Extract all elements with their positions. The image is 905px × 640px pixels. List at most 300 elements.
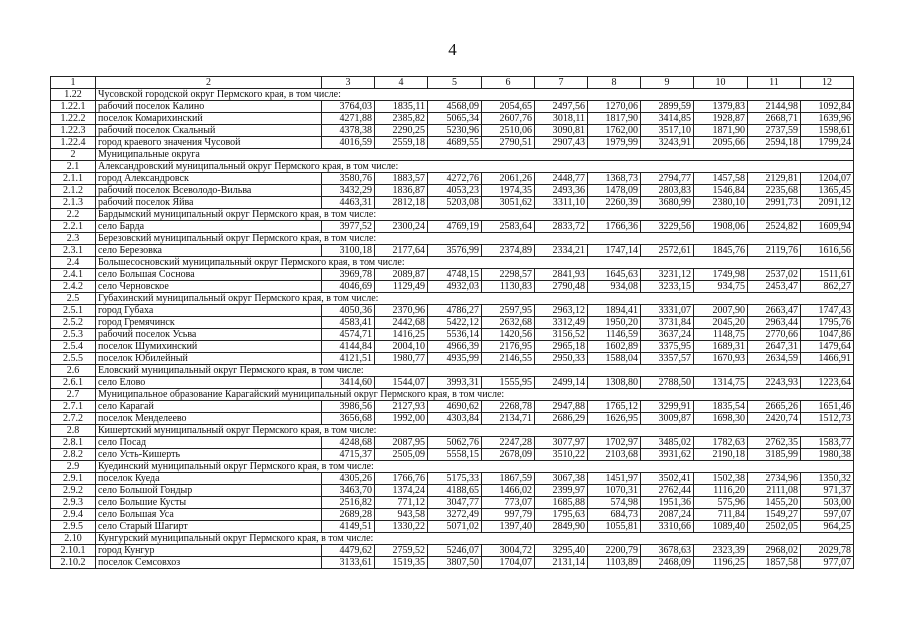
row-code: 2.9 — [51, 461, 96, 473]
section-row — [51, 149, 854, 161]
column-number: 3 — [322, 77, 375, 89]
value-cell: 3986,56 — [322, 401, 375, 413]
value-cell: 2502,05 — [748, 521, 801, 533]
table-row — [51, 545, 854, 557]
settlement-name: село Березовка — [96, 245, 322, 257]
table-row — [51, 137, 854, 149]
value-cell: 2950,33 — [535, 353, 588, 365]
value-cell: 2678,09 — [482, 449, 535, 461]
section-title: Губахинский муниципальный округ Пермского края, в том числе: — [96, 293, 854, 305]
value-cell: 3310,66 — [641, 521, 694, 533]
section-title: Кунгурский муниципальный округ Пермского края, в том числе: — [96, 533, 854, 545]
value-cell: 1146,59 — [588, 329, 641, 341]
value-cell: 1502,38 — [694, 473, 748, 485]
row-code: 1.22.2 — [51, 113, 96, 125]
value-cell: 5203,08 — [428, 197, 482, 209]
value-cell: 1511,61 — [801, 269, 854, 281]
value-cell: 1330,22 — [375, 521, 428, 533]
settlement-name: город Александровск — [96, 173, 322, 185]
value-cell: 3051,62 — [482, 197, 535, 209]
row-code: 2.10.1 — [51, 545, 96, 557]
value-cell: 1894,41 — [588, 305, 641, 317]
value-cell: 1451,97 — [588, 473, 641, 485]
value-cell: 2247,28 — [482, 437, 535, 449]
value-cell: 2054,65 — [482, 101, 535, 113]
table-row — [51, 485, 854, 497]
value-cell: 5558,15 — [428, 449, 482, 461]
settlement-name: поселок Менделеево — [96, 413, 322, 425]
value-cell: 2991,73 — [748, 197, 801, 209]
value-cell: 2594,18 — [748, 137, 801, 149]
value-cell: 1055,81 — [588, 521, 641, 533]
value-cell: 3233,15 — [641, 281, 694, 293]
value-cell: 2759,52 — [375, 545, 428, 557]
value-cell: 1270,06 — [588, 101, 641, 113]
section-row — [51, 161, 854, 173]
value-cell: 1765,12 — [588, 401, 641, 413]
row-code: 2 — [51, 149, 96, 161]
value-cell: 2849,90 — [535, 521, 588, 533]
value-cell: 4303,84 — [428, 413, 482, 425]
value-cell: 684,73 — [588, 509, 641, 521]
value-cell: 2334,21 — [535, 245, 588, 257]
row-code: 2.5.5 — [51, 353, 96, 365]
value-cell: 2468,09 — [641, 557, 694, 569]
value-cell: 2559,18 — [375, 137, 428, 149]
value-cell: 1546,84 — [694, 185, 748, 197]
value-cell: 4271,88 — [322, 113, 375, 125]
value-cell: 5536,14 — [428, 329, 482, 341]
value-cell: 3580,76 — [322, 173, 375, 185]
value-cell: 711,84 — [694, 509, 748, 521]
column-number: 5 — [428, 77, 482, 89]
value-cell: 1685,88 — [535, 497, 588, 509]
value-cell: 575,96 — [694, 497, 748, 509]
section-row — [51, 461, 854, 473]
value-cell: 3432,29 — [322, 185, 375, 197]
table-row — [51, 101, 854, 113]
value-cell: 977,07 — [801, 557, 854, 569]
value-cell: 2493,36 — [535, 185, 588, 197]
value-cell: 2668,71 — [748, 113, 801, 125]
value-cell: 4378,38 — [322, 125, 375, 137]
value-cell: 4769,19 — [428, 221, 482, 233]
row-code: 2.2.1 — [51, 221, 96, 233]
value-cell: 2572,61 — [641, 245, 694, 257]
value-cell: 3229,56 — [641, 221, 694, 233]
value-cell: 503,00 — [801, 497, 854, 509]
value-cell: 2399,97 — [535, 485, 588, 497]
value-cell: 2420,74 — [748, 413, 801, 425]
settlement-name: село Большая Соснова — [96, 269, 322, 281]
value-cell: 3977,52 — [322, 221, 375, 233]
settlement-name: поселок Семсовхоз — [96, 557, 322, 569]
row-code: 2.1.3 — [51, 197, 96, 209]
value-cell: 2647,31 — [748, 341, 801, 353]
table-row — [51, 413, 854, 425]
settlement-name: село Посад — [96, 437, 322, 449]
row-code: 2.10.2 — [51, 557, 96, 569]
value-cell: 1549,27 — [748, 509, 801, 521]
value-cell: 3414,85 — [641, 113, 694, 125]
value-cell: 2907,43 — [535, 137, 588, 149]
value-cell: 1457,58 — [694, 173, 748, 185]
value-cell: 1089,40 — [694, 521, 748, 533]
row-code: 2.7 — [51, 389, 96, 401]
value-cell: 1350,32 — [801, 473, 854, 485]
value-cell: 2144,98 — [748, 101, 801, 113]
value-cell: 2665,26 — [748, 401, 801, 413]
section-title: Еловский муниципальный округ Пермского края, в том числе: — [96, 365, 854, 377]
value-cell: 4305,26 — [322, 473, 375, 485]
value-cell: 4568,09 — [428, 101, 482, 113]
value-cell: 1782,63 — [694, 437, 748, 449]
value-cell: 3731,84 — [641, 317, 694, 329]
row-code: 2.9.1 — [51, 473, 96, 485]
value-cell: 1795,76 — [801, 317, 854, 329]
value-cell: 1702,97 — [588, 437, 641, 449]
value-cell: 2607,76 — [482, 113, 535, 125]
section-title: Муниципальные округа — [96, 149, 854, 161]
value-cell: 3764,03 — [322, 101, 375, 113]
value-cell: 3463,70 — [322, 485, 375, 497]
row-code: 2.6 — [51, 365, 96, 377]
value-cell: 1130,83 — [482, 281, 535, 293]
table-row — [51, 113, 854, 125]
value-cell: 1479,64 — [801, 341, 854, 353]
value-cell: 2634,59 — [748, 353, 801, 365]
value-cell: 1670,93 — [694, 353, 748, 365]
value-cell: 1466,02 — [482, 485, 535, 497]
value-cell: 3009,87 — [641, 413, 694, 425]
row-code: 2.9.5 — [51, 521, 96, 533]
value-cell: 2087,24 — [641, 509, 694, 521]
value-cell: 2632,68 — [482, 317, 535, 329]
value-cell: 4574,71 — [322, 329, 375, 341]
value-cell: 2968,02 — [748, 545, 801, 557]
row-code: 2.9.2 — [51, 485, 96, 497]
value-cell: 1129,49 — [375, 281, 428, 293]
section-title: Березовский муниципальный округ Пермского края, в том числе: — [96, 233, 854, 245]
value-cell: 2505,09 — [375, 449, 428, 461]
value-cell: 3243,91 — [641, 137, 694, 149]
table-row — [51, 317, 854, 329]
row-code: 2.8 — [51, 425, 96, 437]
value-cell: 1223,64 — [801, 377, 854, 389]
value-cell: 1795,63 — [535, 509, 588, 521]
value-cell: 1555,95 — [482, 377, 535, 389]
row-code: 2.7.1 — [51, 401, 96, 413]
value-cell: 1196,25 — [694, 557, 748, 569]
value-cell: 2268,78 — [482, 401, 535, 413]
row-code: 1.22 — [51, 89, 96, 101]
value-cell: 2134,71 — [482, 413, 535, 425]
table-body — [51, 77, 854, 569]
value-cell: 2524,82 — [748, 221, 801, 233]
value-cell: 934,75 — [694, 281, 748, 293]
table-row — [51, 269, 854, 281]
table-row — [51, 449, 854, 461]
value-cell: 2177,64 — [375, 245, 428, 257]
settlement-name: город Губаха — [96, 305, 322, 317]
row-code: 2.5.1 — [51, 305, 96, 317]
section-row — [51, 425, 854, 437]
value-cell: 3018,11 — [535, 113, 588, 125]
value-cell: 1374,24 — [375, 485, 428, 497]
settlement-name: рабочий поселок Всеволодо-Вильва — [96, 185, 322, 197]
section-title: Александровский муниципальный округ Пермского края, в том числе: — [96, 161, 854, 173]
value-cell: 1583,77 — [801, 437, 854, 449]
value-cell: 2453,47 — [748, 281, 801, 293]
value-cell: 3576,99 — [428, 245, 482, 257]
value-cell: 3331,07 — [641, 305, 694, 317]
value-cell: 2762,35 — [748, 437, 801, 449]
value-cell: 2091,12 — [801, 197, 854, 209]
value-cell: 4050,36 — [322, 305, 375, 317]
value-cell: 4046,69 — [322, 281, 375, 293]
value-cell: 2007,90 — [694, 305, 748, 317]
value-cell: 2131,14 — [535, 557, 588, 569]
column-number: 12 — [801, 77, 854, 89]
row-code: 2.9.4 — [51, 509, 96, 521]
value-cell: 4463,31 — [322, 197, 375, 209]
value-cell: 3680,99 — [641, 197, 694, 209]
row-code: 2.5.3 — [51, 329, 96, 341]
value-cell: 1645,63 — [588, 269, 641, 281]
value-cell: 3637,24 — [641, 329, 694, 341]
value-cell: 1314,75 — [694, 377, 748, 389]
value-cell: 2190,18 — [694, 449, 748, 461]
row-code: 2.5 — [51, 293, 96, 305]
value-cell: 2790,48 — [535, 281, 588, 293]
table-row — [51, 197, 854, 209]
value-cell: 1519,35 — [375, 557, 428, 569]
value-cell: 3077,97 — [535, 437, 588, 449]
value-cell: 2029,78 — [801, 545, 854, 557]
value-cell: 2243,93 — [748, 377, 801, 389]
settlement-name: село Елово — [96, 377, 322, 389]
settlement-name: город краевого значения Чусовой — [96, 137, 322, 149]
value-cell: 1857,58 — [748, 557, 801, 569]
value-cell: 1980,77 — [375, 353, 428, 365]
section-row — [51, 365, 854, 377]
table-row — [51, 437, 854, 449]
value-cell: 1103,89 — [588, 557, 641, 569]
value-cell: 1871,90 — [694, 125, 748, 137]
value-cell: 2812,18 — [375, 197, 428, 209]
value-cell: 1512,73 — [801, 413, 854, 425]
value-cell: 4479,62 — [322, 545, 375, 557]
value-cell: 2374,89 — [482, 245, 535, 257]
value-cell: 4583,41 — [322, 317, 375, 329]
row-code: 2.7.2 — [51, 413, 96, 425]
row-code: 2.8.2 — [51, 449, 96, 461]
value-cell: 2260,39 — [588, 197, 641, 209]
value-cell: 2770,66 — [748, 329, 801, 341]
row-code: 2.9.3 — [51, 497, 96, 509]
value-cell: 3931,62 — [641, 449, 694, 461]
table-row — [51, 125, 854, 137]
value-cell: 2794,77 — [641, 173, 694, 185]
value-cell: 773,07 — [482, 497, 535, 509]
settlement-name: село Карагай — [96, 401, 322, 413]
value-cell: 1544,07 — [375, 377, 428, 389]
value-cell: 1397,40 — [482, 521, 535, 533]
value-cell: 862,27 — [801, 281, 854, 293]
value-cell: 1762,00 — [588, 125, 641, 137]
value-cell: 943,58 — [375, 509, 428, 521]
table-row — [51, 353, 854, 365]
table-row — [51, 221, 854, 233]
settlement-name: село Барда — [96, 221, 322, 233]
value-cell: 1420,56 — [482, 329, 535, 341]
value-cell: 1689,31 — [694, 341, 748, 353]
settlement-name: город Гремячинск — [96, 317, 322, 329]
column-number-row — [51, 77, 854, 89]
settlement-name: рабочий поселок Калино — [96, 101, 322, 113]
table-row — [51, 329, 854, 341]
section-title: Муниципальное образование Карагайский муниципальный округ Пермского края, в том числе: — [96, 389, 854, 401]
value-cell: 2686,29 — [535, 413, 588, 425]
value-cell: 2663,47 — [748, 305, 801, 317]
section-title: Куединский муниципальный округ Пермского края, в том числе: — [96, 461, 854, 473]
value-cell: 2045,20 — [694, 317, 748, 329]
value-cell: 4149,51 — [322, 521, 375, 533]
row-code: 2.1 — [51, 161, 96, 173]
row-code: 2.4 — [51, 257, 96, 269]
value-cell: 2963,12 — [535, 305, 588, 317]
table-row — [51, 281, 854, 293]
section-title: Большесосновский муниципальный округ Пермского края, в том числе: — [96, 257, 854, 269]
value-cell: 1749,98 — [694, 269, 748, 281]
value-cell: 3312,49 — [535, 317, 588, 329]
value-cell: 1047,86 — [801, 329, 854, 341]
value-cell: 2963,44 — [748, 317, 801, 329]
value-cell: 2129,81 — [748, 173, 801, 185]
value-cell: 2737,59 — [748, 125, 801, 137]
settlement-name: село Усть-Кишерть — [96, 449, 322, 461]
value-cell: 2103,68 — [588, 449, 641, 461]
value-cell: 1747,43 — [801, 305, 854, 317]
value-cell: 2385,82 — [375, 113, 428, 125]
value-cell: 3047,77 — [428, 497, 482, 509]
value-cell: 3656,68 — [322, 413, 375, 425]
settlement-name: поселок Комарихинский — [96, 113, 322, 125]
value-cell: 1799,24 — [801, 137, 854, 149]
settlement-name: рабочий поселок Скальный — [96, 125, 322, 137]
value-cell: 2127,93 — [375, 401, 428, 413]
value-cell: 2448,77 — [535, 173, 588, 185]
value-cell: 2790,51 — [482, 137, 535, 149]
table-row — [51, 185, 854, 197]
settlement-name: село Старый Шагирт — [96, 521, 322, 533]
table-row — [51, 497, 854, 509]
value-cell: 1070,31 — [588, 485, 641, 497]
row-code: 2.4.1 — [51, 269, 96, 281]
section-row — [51, 233, 854, 245]
value-cell: 971,37 — [801, 485, 854, 497]
value-cell: 1747,14 — [588, 245, 641, 257]
value-cell: 2833,72 — [535, 221, 588, 233]
value-cell: 4786,27 — [428, 305, 482, 317]
value-cell: 1883,57 — [375, 173, 428, 185]
value-cell: 1588,04 — [588, 353, 641, 365]
settlement-name: поселок Куеда — [96, 473, 322, 485]
value-cell: 1974,35 — [482, 185, 535, 197]
column-number: 9 — [641, 77, 694, 89]
row-code: 2.3.1 — [51, 245, 96, 257]
settlement-name: рабочий поселок Усьва — [96, 329, 322, 341]
value-cell: 4966,39 — [428, 341, 482, 353]
value-cell: 1116,20 — [694, 485, 748, 497]
value-cell: 1980,38 — [801, 449, 854, 461]
value-cell: 2965,18 — [535, 341, 588, 353]
section-row — [51, 89, 854, 101]
row-code: 2.1.2 — [51, 185, 96, 197]
row-code: 2.5.4 — [51, 341, 96, 353]
value-cell: 1148,75 — [694, 329, 748, 341]
value-cell: 2176,95 — [482, 341, 535, 353]
value-cell: 1651,46 — [801, 401, 854, 413]
value-cell: 1704,07 — [482, 557, 535, 569]
table-row — [51, 473, 854, 485]
value-cell: 2583,64 — [482, 221, 535, 233]
value-cell: 3993,31 — [428, 377, 482, 389]
value-cell: 1845,76 — [694, 245, 748, 257]
value-cell: 1817,90 — [588, 113, 641, 125]
value-cell: 1598,61 — [801, 125, 854, 137]
value-cell: 1951,36 — [641, 497, 694, 509]
section-title: Чусовской городской округ Пермского края, в том числе: — [96, 89, 854, 101]
value-cell: 2298,57 — [482, 269, 535, 281]
row-code: 2.4.2 — [51, 281, 96, 293]
column-number: 6 — [482, 77, 535, 89]
column-number: 4 — [375, 77, 428, 89]
value-cell: 5065,34 — [428, 113, 482, 125]
tariff-table — [50, 76, 854, 569]
value-cell: 1766,76 — [375, 473, 428, 485]
value-cell: 1639,96 — [801, 113, 854, 125]
value-cell: 2734,96 — [748, 473, 801, 485]
value-cell: 3295,40 — [535, 545, 588, 557]
value-cell: 2597,95 — [482, 305, 535, 317]
value-cell: 4935,99 — [428, 353, 482, 365]
table-row — [51, 557, 854, 569]
section-row — [51, 533, 854, 545]
row-code: 2.5.2 — [51, 317, 96, 329]
value-cell: 2510,06 — [482, 125, 535, 137]
column-number: 1 — [51, 77, 96, 89]
row-code: 2.3 — [51, 233, 96, 245]
value-cell: 1836,87 — [375, 185, 428, 197]
value-cell: 1616,56 — [801, 245, 854, 257]
settlement-name: село Большой Гондыр — [96, 485, 322, 497]
value-cell: 1698,30 — [694, 413, 748, 425]
value-cell: 2300,24 — [375, 221, 428, 233]
value-cell: 3231,12 — [641, 269, 694, 281]
value-cell: 2004,10 — [375, 341, 428, 353]
section-row — [51, 209, 854, 221]
section-title: Кишертский муниципальный округ Пермского края, в том числе: — [96, 425, 854, 437]
row-code: 1.22.1 — [51, 101, 96, 113]
value-cell: 3004,72 — [482, 545, 535, 557]
value-cell: 2061,26 — [482, 173, 535, 185]
value-cell: 1626,95 — [588, 413, 641, 425]
value-cell: 3272,49 — [428, 509, 482, 521]
value-cell: 1478,09 — [588, 185, 641, 197]
value-cell: 1379,83 — [694, 101, 748, 113]
value-cell: 1950,20 — [588, 317, 641, 329]
